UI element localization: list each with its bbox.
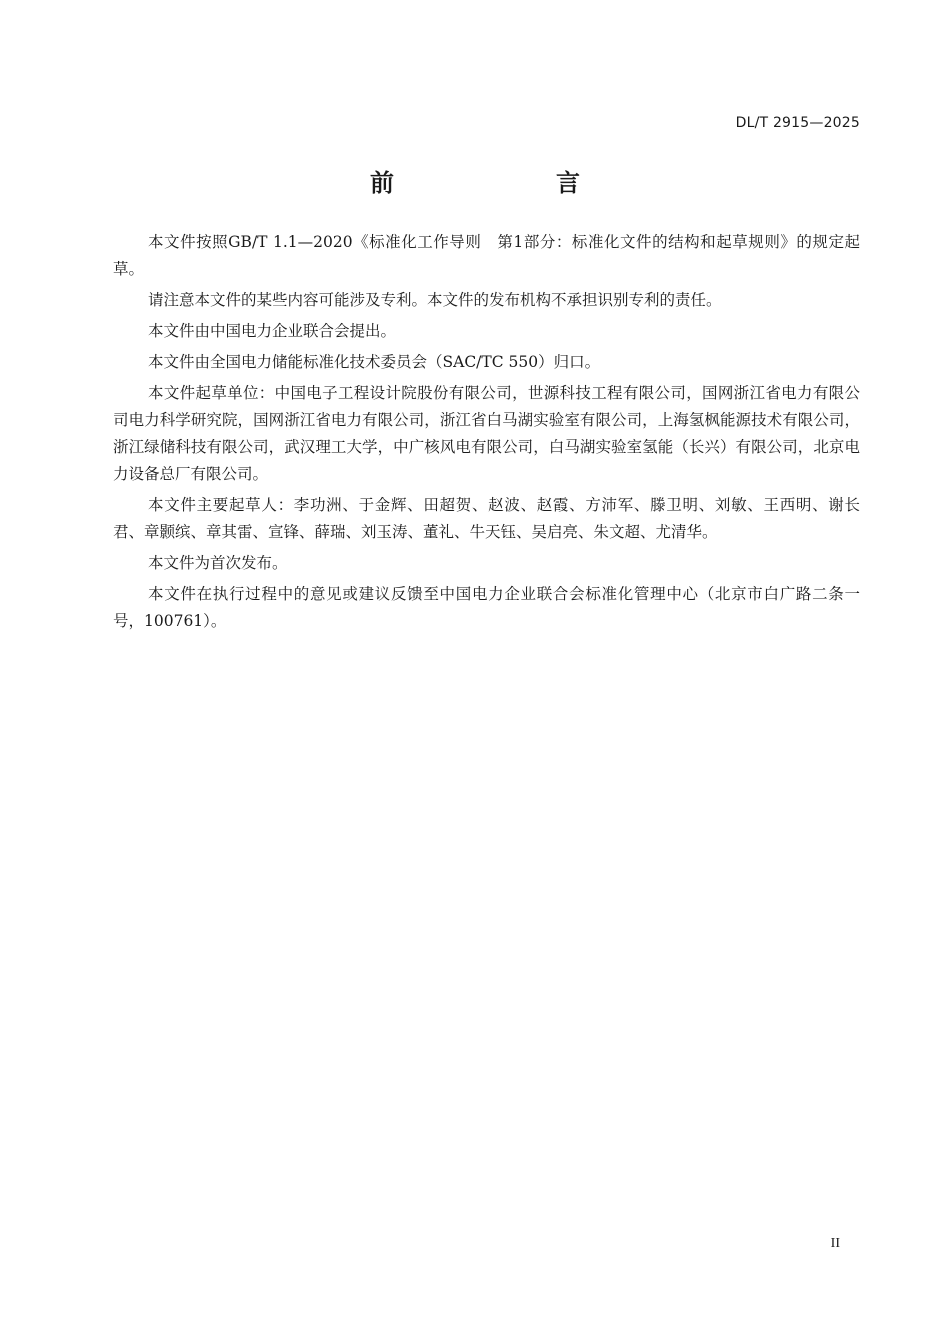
foreword-body <box>113 229 860 639</box>
paragraph-patent-notice: 请注意本文件的某些内容可能涉及专利。本文件的发布机构不承担识别专利的责任。 <box>148 291 722 309</box>
paragraph-drafting-rules: 本文件按照GB/T 1.1—2020《标准化工作导则 第1部分：标准化文件的结构和起草规则》的规定起草。 <box>113 233 860 278</box>
page-title: 前 言 <box>370 169 618 197</box>
page-number: II <box>830 1236 840 1251</box>
paragraph-proposer: 本文件由中国电力企业联合会提出。 <box>148 322 397 340</box>
paragraph-drafting-units: 本文件起草单位：中国电子工程设计院股份有限公司，世源科技工程有限公司，国网浙江省电力有限公司电力科学研究院，国网浙江省电力有限公司，浙江省白马湖实验室有限公司，上海氢枫能源技术有限公司，浙江绿储科技有限公司，武汉理工大学，中广核风电有限公司，白马湖实验室氢能（长兴）有限公司，北京电力设备总厂有限公司。 <box>113 384 860 483</box>
paragraph-drafters: 本文件主要起草人：李功洲、于金辉、田超贺、赵波、赵霞、方沛军、滕卫明、刘敏、王西明、谢长君、章颢缤、章其雷、宣锋、薛瑞、刘玉涛、董礼、牛天钰、吴启亮、朱文超、尤清华。 <box>113 496 860 541</box>
document-code: DL/T 2915—2025 <box>735 115 860 131</box>
paragraph-feedback: 本文件在执行过程中的意见或建议反馈至中国电力企业联合会标准化管理中心（北京市白广路二条一号，100761）。 <box>113 585 860 630</box>
paragraph-committee: 本文件由全国电力储能标准化技术委员会（SAC/TC 550）归口。 <box>148 353 601 371</box>
paragraph-first-release: 本文件为首次发布。 <box>148 554 288 572</box>
